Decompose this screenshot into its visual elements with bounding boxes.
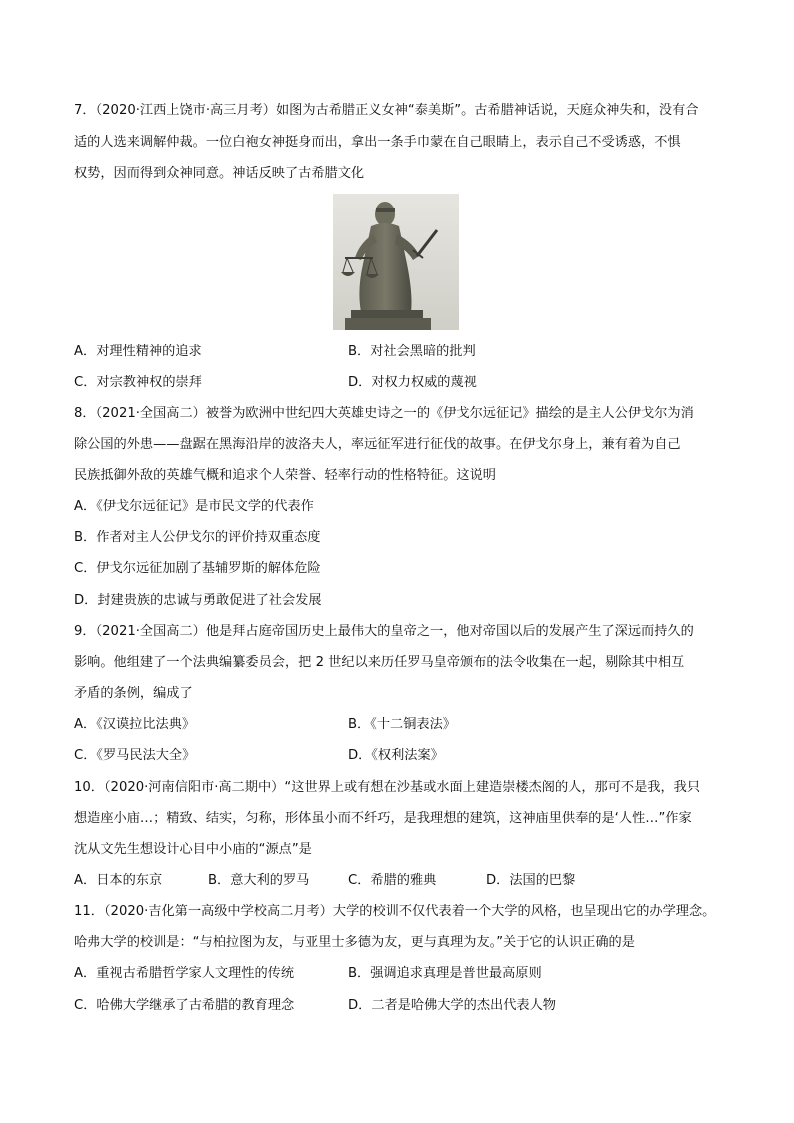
q9-option-b: B．《十二铜表法》 (348, 717, 456, 732)
q8-option-d: D．封建贵族的忠诚与勇敢促进了社会发展 (74, 593, 322, 608)
q8-stem-line-3: 民族抵御外敌的英雄气概和追求个人荣誉、轻率行动的性格特征。这说明 (74, 468, 496, 483)
q8-stem-line-2: 除公国的外患——盘踞在黑海沿岸的波洛夫人，率远征军进行征伐的故事。在伊戈尔身上，兼有着为自己 (74, 437, 681, 452)
q10-option-d: D．法国的巴黎 (486, 873, 576, 888)
q10-option-b: B．意大利的罗马 (208, 873, 310, 888)
q10-option-a: A．日本的东京 (74, 873, 163, 888)
themis-statue-photo (333, 194, 459, 330)
q7-stem-line-2: 适的人选来调解仲裁。一位白袍女神挺身而出，拿出一条手巾蒙在自己眼睛上，表示自己不受诱惑，不惧 (74, 135, 681, 150)
q11-option-d: D．二者是哈佛大学的杰出代表人物 (348, 998, 556, 1013)
q8-option-a: A．《伊戈尔远征记》是市民文学的代表作 (74, 499, 314, 514)
q7-option-d: D．对权力权威的蔑视 (348, 375, 477, 390)
q11-stem-line-2: 哈弗大学的校训是：“与柏拉图为友，与亚里士多德为友，更与真理为友。”关于它的认识正确的是 (74, 935, 635, 950)
q11-stem-line-1: 11．（2020·吉化第一高级中学校高二月考）大学的校训不仅代表着一个大学的风格，也呈现出它的办学理念。 (74, 904, 716, 919)
q11-option-a: A．重视古希腊哲学家人文理性的传统 (74, 966, 295, 981)
q7-stem-line-1: 7．（2020·江西上饶市·高三月考）如图为古希腊正义女神“泰美斯”。古希腊神话说，天庭众神失和，没有合 (74, 103, 699, 118)
q9-option-c: C．《罗马民法大全》 (74, 748, 196, 763)
q10-option-c: C．希腊的雅典 (348, 873, 437, 888)
q11-option-c: C．哈佛大学继承了古希腊的教育理念 (74, 998, 295, 1013)
q9-option-a: A．《汉谟拉比法典》 (74, 717, 196, 732)
q8-option-c: C．伊戈尔远征加剧了基辅罗斯的解体危险 (74, 561, 321, 576)
q7-option-a: A．对理性精神的追求 (74, 344, 202, 359)
q9-stem-line-1: 9．（2021·全国高二）他是拜占庭帝国历史上最伟大的皇帝之一，他对帝国以后的发展产生了深远而持久的 (74, 624, 694, 639)
q8-stem-line-1: 8．（2021·全国高二）被誉为欧洲中世纪四大英雄史诗之一的《伊戈尔远征记》描绘的是主人公伊戈尔为消 (74, 406, 694, 421)
q10-stem-line-1: 10．（2020·河南信阳市·高二期中）“这世界上或有想在沙基或水面上建造崇楼杰阁的人，那可不是我，我只 (74, 780, 701, 795)
q9-stem-line-3: 矛盾的条例，编成了 (74, 686, 193, 701)
q11-option-b: B．强调追求真理是普世最高原则 (348, 966, 542, 981)
q10-stem-line-3: 沈从文先生想设计心目中小庙的“源点”是 (74, 842, 312, 857)
q7-option-c: C．对宗教神权的崇拜 (74, 375, 202, 390)
q9-option-d: D．《权利法案》 (348, 748, 444, 763)
q7-option-b: B．对社会黑暗的批判 (348, 344, 476, 359)
q9-stem-line-2: 影响。他组建了一个法典编纂委员会，把 2 世纪以来历任罗马皇帝颁布的法令收集在一起，剔除其中相互 (74, 655, 685, 670)
q8-option-b: B．作者对主人公伊戈尔的评价持双重态度 (74, 530, 321, 545)
q10-stem-line-2: 想造座小庙…；精致、结实，匀称，形体虽小而不纤巧，是我理想的建筑，这神庙里供奉的是‘人性…”作家 (74, 811, 692, 826)
q7-stem-line-3: 权势，因而得到众神同意。神话反映了古希腊文化 (74, 166, 365, 181)
